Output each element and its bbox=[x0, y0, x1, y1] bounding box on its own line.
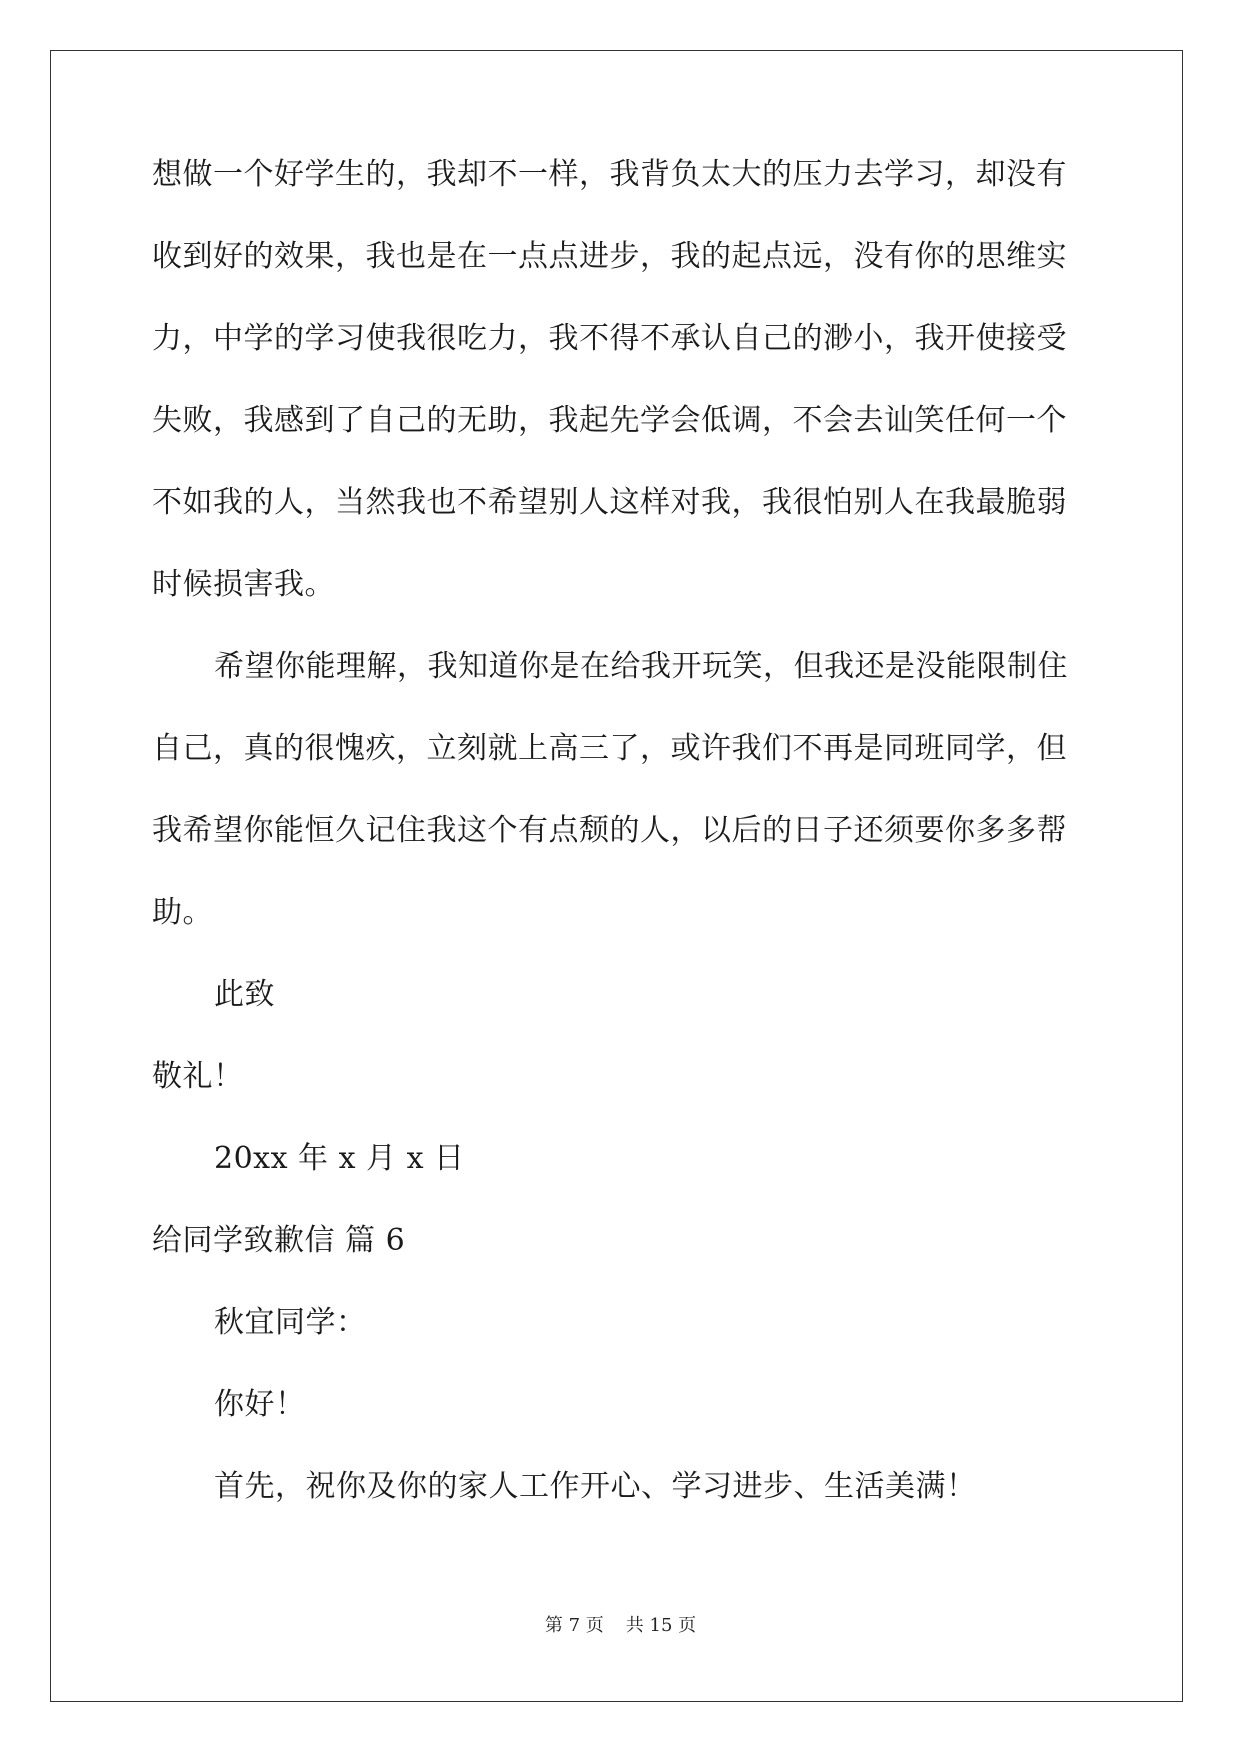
greeting-recipient: 秋宜同学： bbox=[214, 1305, 367, 1340]
greeting-line: 你好！ bbox=[214, 1387, 306, 1422]
body-line: 助。 bbox=[152, 895, 213, 930]
body-line: 首先，祝你及你的家人工作开心、学习进步、生活美满！ bbox=[214, 1469, 977, 1504]
body-line: 力，中学的学习使我很吃力，我不得不承认自己的渺小，我开使接受 bbox=[152, 321, 1067, 356]
body-line: 希望你能理解，我知道你是在给我开玩笑，但我还是没能限制住 bbox=[214, 649, 1068, 684]
date-line: 20xx 年 x 月 x 日 bbox=[214, 1141, 465, 1176]
page-number: 第 7 页 bbox=[544, 1615, 604, 1636]
body-line: 收到好的效果，我也是在一点点进步，我的起点远，没有你的思维实 bbox=[152, 239, 1067, 274]
document-body bbox=[152, 157, 1087, 1554]
body-line: 时候损害我。 bbox=[152, 567, 335, 602]
closing-line: 此致 bbox=[214, 977, 275, 1012]
page-total: 共 15 页 bbox=[625, 1615, 697, 1636]
body-line: 我希望你能恒久记住我这个有点颓的人，以后的日子还须要你多多帮 bbox=[152, 813, 1067, 848]
body-line: 失败，我感到了自己的无助，我起先学会低调，不会去讪笑任何一个 bbox=[152, 403, 1067, 438]
page-footer bbox=[0, 1615, 1241, 1637]
body-line: 不如我的人，当然我也不希望别人这样对我，我很怕别人在我最脆弱 bbox=[152, 485, 1067, 520]
salutation-line: 敬礼！ bbox=[152, 1059, 244, 1094]
body-line: 自己，真的很愧疚，立刻就上高三了，或许我们不再是同班同学，但 bbox=[152, 731, 1067, 766]
body-line: 想做一个好学生的，我却不一样，我背负太大的压力去学习，却没有 bbox=[152, 157, 1067, 192]
section-heading: 给同学致歉信 篇 6 bbox=[152, 1223, 406, 1258]
